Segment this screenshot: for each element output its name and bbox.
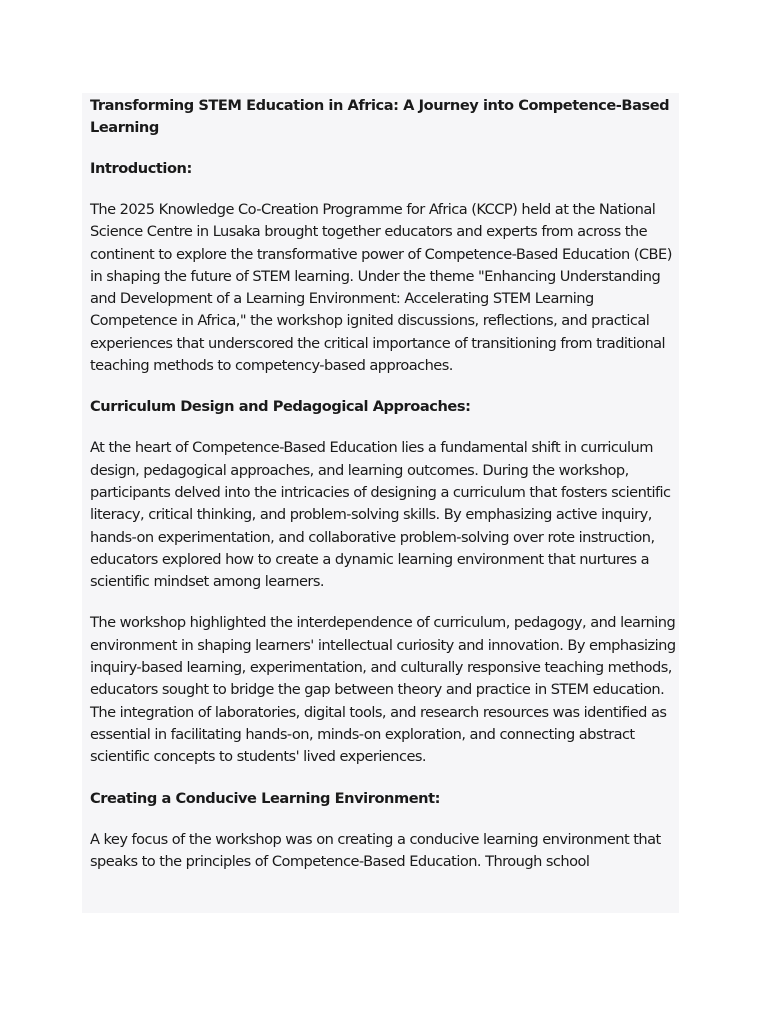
section-introduction bbox=[90, 158, 679, 377]
section-curriculum-design bbox=[90, 396, 679, 768]
section-heading: Creating a Conducive Learning Environment: bbox=[90, 789, 441, 807]
article-text bbox=[82, 93, 679, 873]
article-body bbox=[82, 93, 679, 913]
section-learning-environment bbox=[90, 788, 679, 874]
paragraph: The 2025 Knowledge Co-Creation Programme for Africa (KCCP) held at the National Science Centre in Lusaka brought together educators and experts from across the continent to explore the transformative power of Competence-Based Education (CBE) in shaping the future of STEM learning. Under the theme "Enhancing Understanding and Development of a Learning Environment: Accelerating STEM Learning Competence in Africa," the workshop ignited discussions, reflections, and practical experiences that underscored the critical importance of transitioning from traditional teaching methods to competency-based approaches. bbox=[90, 201, 672, 375]
paragraph: The workshop highlighted the interdependence of curriculum, pedagogy, and learning environment in shaping learners' intellectual curiosity and innovation. By emphasizing inquiry-based learning, experimentation, and culturally responsive teaching methods, educators sought to bridge the gap between theory and practice in STEM education. The integration of laboratories, digital tools, and research resources was identified as essential in facilitating hands-on, minds-on exploration, and connecting abstract scientific concepts to students' lived experiences. bbox=[90, 614, 676, 766]
paragraph: At the heart of Competence-Based Education lies a fundamental shift in curriculum design, pedagogical approaches, and learning outcomes. During the workshop, participants delved into the intricacies of designing a curriculum that fosters scientific literacy, critical thinking, and problem-solving skills. By emphasizing active inquiry, hands-on experimentation, and collaborative problem-solving over rote instruction, educators explored how to create a dynamic learning environment that nurtures a scientific mindset among learners. bbox=[90, 439, 671, 591]
section-heading: Introduction: bbox=[90, 160, 192, 177]
paragraph: A key focus of the workshop was on creating a conducive learning environment that speaks to the principles of Competence-Based Education. Through school bbox=[90, 830, 661, 870]
section-heading: Curriculum Design and Pedagogical Approaches: bbox=[90, 398, 471, 416]
article-title: Transforming STEM Education in Africa: A Journey into Competence-Based Learning bbox=[90, 97, 670, 136]
